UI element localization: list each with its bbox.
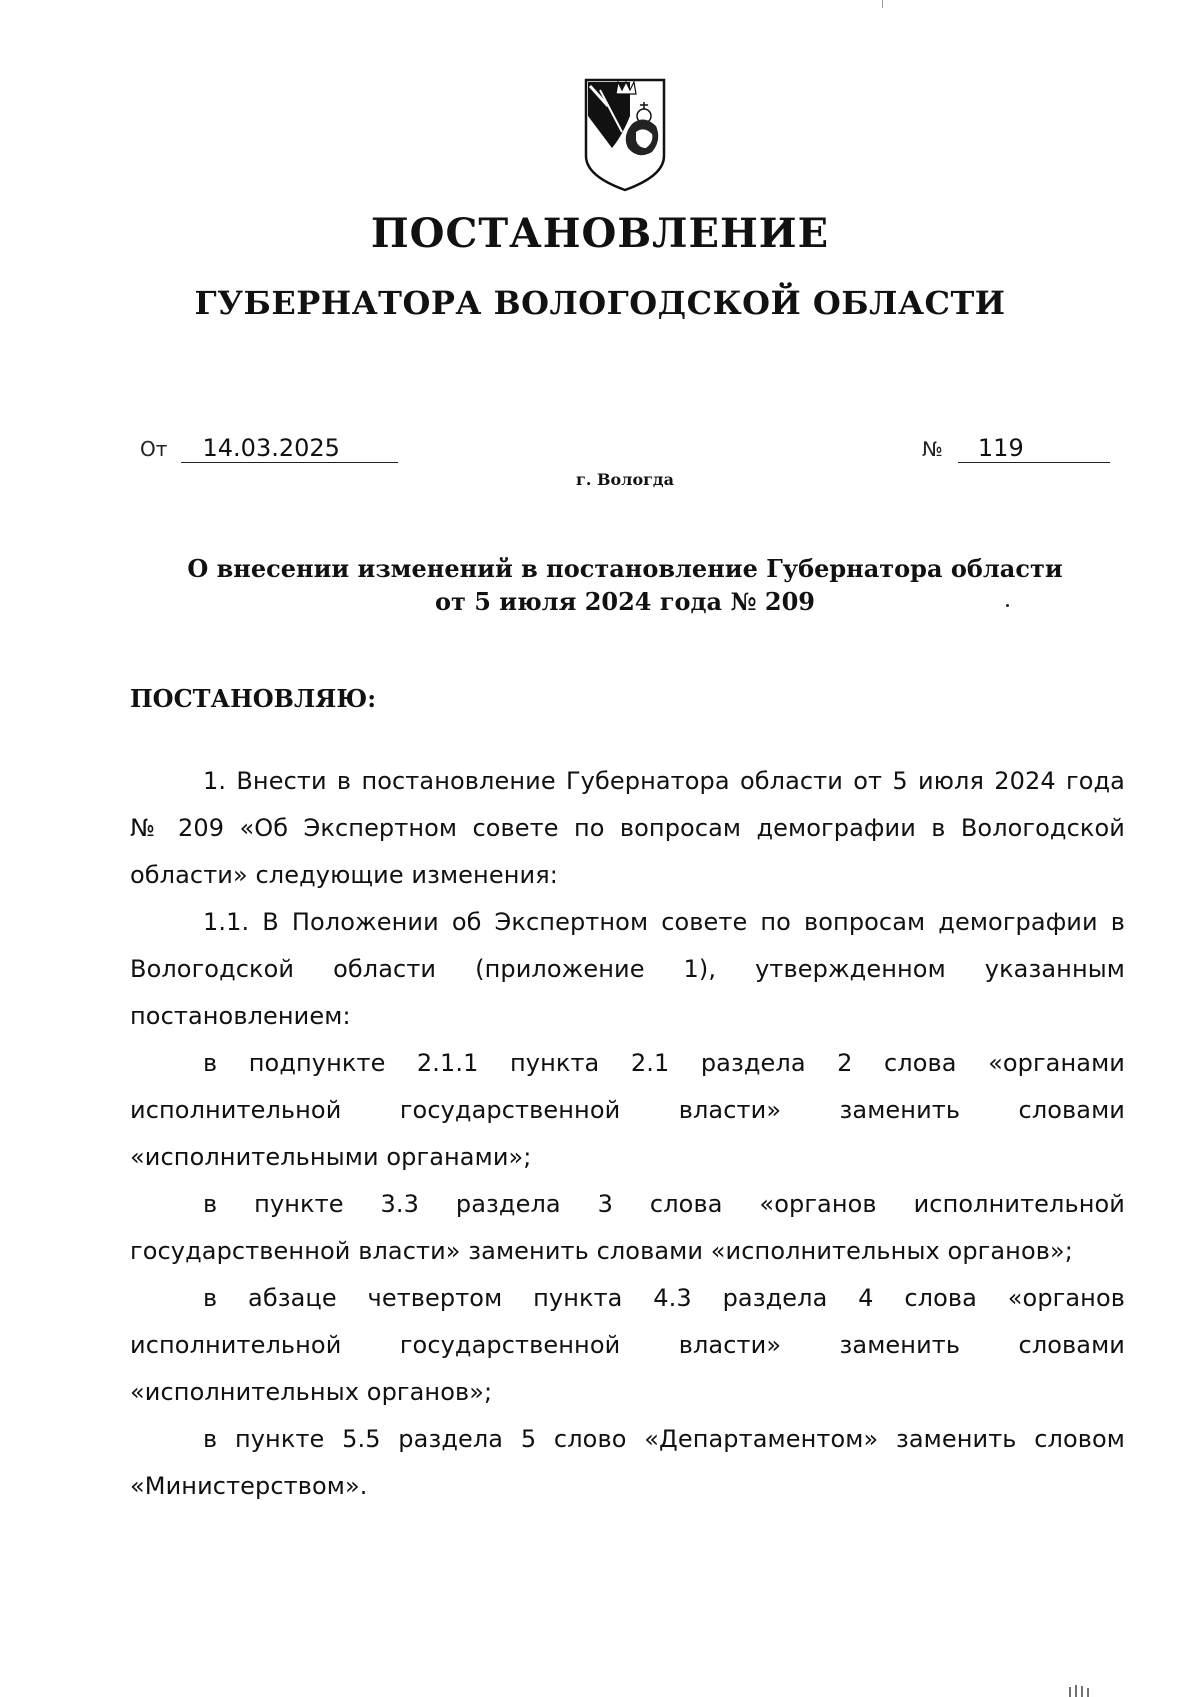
paragraph: в пункте 5.5 раздела 5 слово «Департаментом» заменить словом «Министерством». [130,1425,1125,1500]
number-label: № [922,437,943,461]
number-row [922,434,1110,463]
document-body [130,758,1125,1510]
subject-line: О внесении изменений в постановление Губернатора области [187,554,1063,583]
paragraph: в пункте 3.3 раздела 3 слова «органов исполнительной государственной власти» заменить словами «исполнительных органов»; [130,1190,1125,1265]
decree-word: ПОСТАНОВЛЯЮ: [130,684,377,713]
paragraph: в подпункте 2.1.1 пункта 2.1 раздела 2 слова «органами исполнительной государственной власти» заменить словами «исполнительными органами»; [130,1049,1125,1171]
paragraph: 1. Внести в постановление Губернатора области от 5 июля 2024 года № 209 «Об Экспертном совете по вопросам демографии в Вологодской области» следующие изменения: [130,767,1125,889]
scan-artifact [882,0,883,8]
document-issuer: ГУБЕРНАТОРА ВОЛОГОДСКОЙ ОБЛАСТИ [194,284,1006,322]
scan-artifact [1068,1684,1098,1697]
date-value: 14.03.2025 [181,434,398,463]
scan-dot [1006,604,1009,607]
subject-heading [130,552,1120,618]
document-title: ПОСТАНОВЛЕНИЕ [370,210,830,257]
vologda-coat-of-arms-icon [582,76,668,194]
paragraph: 1.1. В Положении об Экспертном совете по вопросам демографии в Вологодской области (приложение 1), утвержденном указанным постановлением: [130,908,1125,1030]
paragraph: в абзаце четвертом пункта 4.3 раздела 4 слова «органов исполнительной государственной власти» заменить словами «исполнительных органов»; [130,1284,1125,1406]
number-value: 119 [958,434,1110,463]
subject-line: от 5 июля 2024 года № 209 [434,587,815,616]
city: г. Вологда [576,470,674,489]
date-row [140,434,398,463]
date-label: От [140,437,168,461]
